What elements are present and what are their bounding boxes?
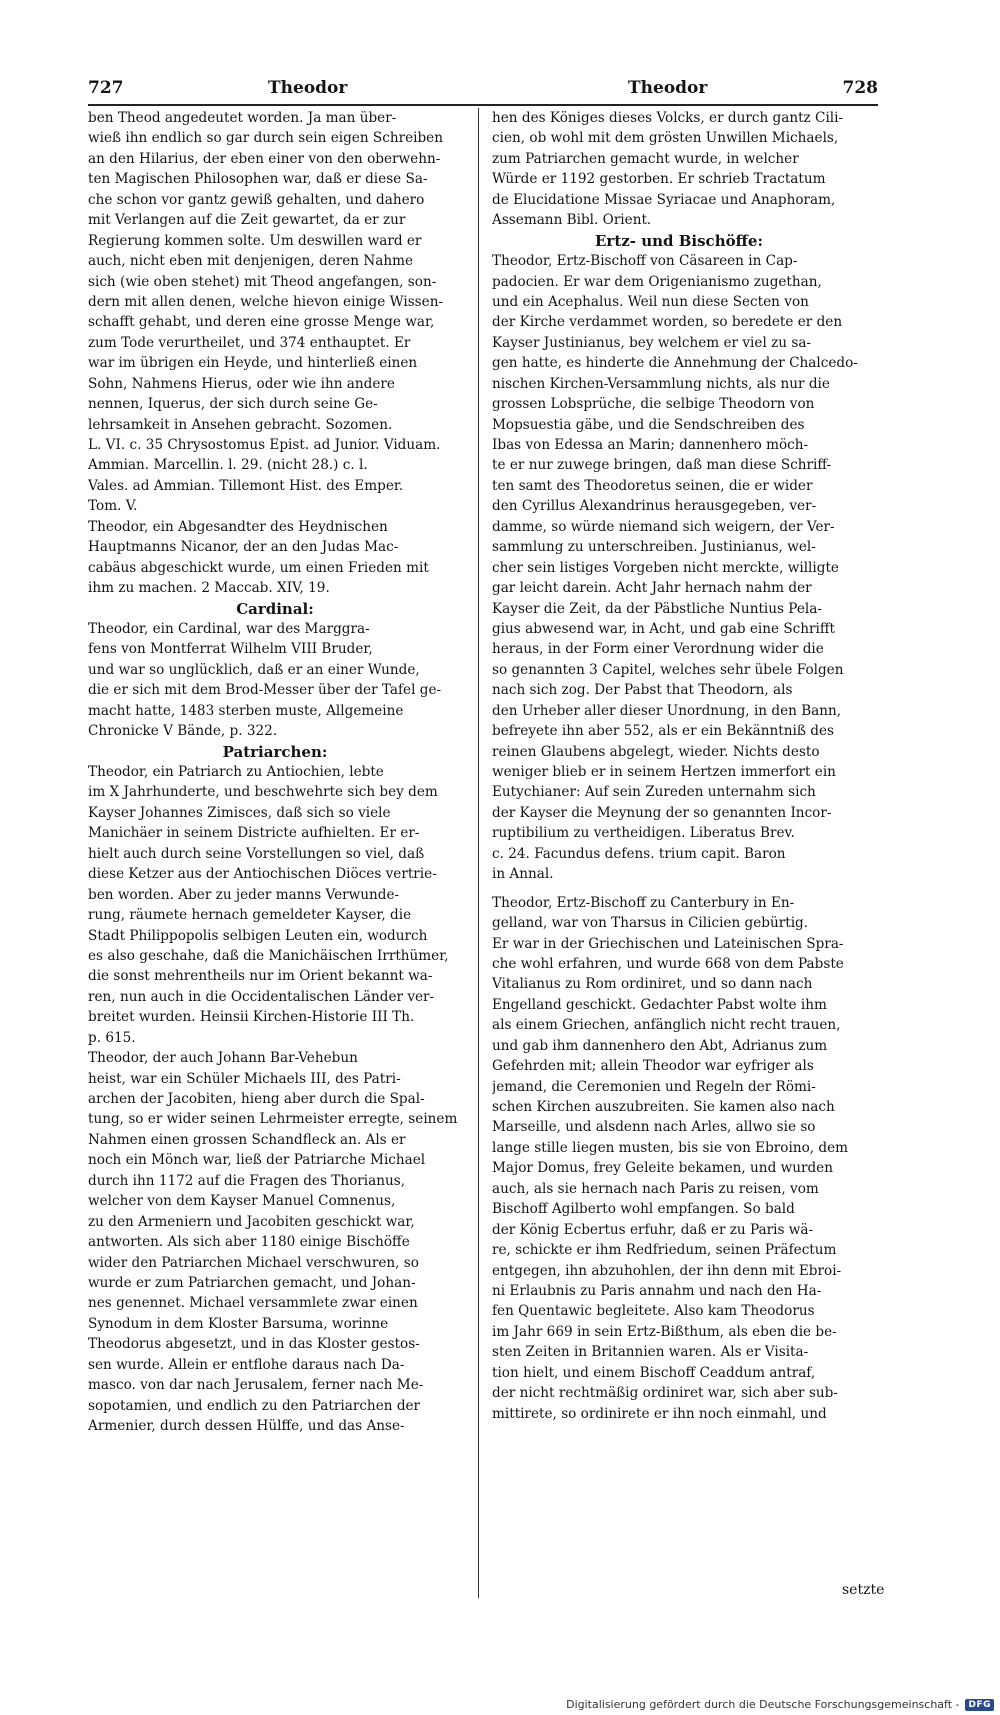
text-line: heist, war ein Schüler Michaels III, des Patri-: [88, 1070, 401, 1087]
text-line: sammlung zu unterschreiben. Justinianus, wel-: [492, 539, 816, 556]
text-line: c. 24. Facundus defens. trium capit. Baron: [492, 845, 786, 862]
text-line: antworten. Als sich aber 1180 einige Bischöffe: [88, 1234, 410, 1251]
text-line: wieß ihn endlich so gar durch sein eigen Schreiben: [88, 130, 443, 147]
text-line: Kayser Johannes Zimisces, daß sich so viele: [88, 804, 391, 821]
text-line: im Jahr 669 in sein Ertz-Bißthum, als eben die be-: [492, 1323, 837, 1340]
right-page-number: 728: [842, 78, 878, 98]
text-line: Synodum in dem Kloster Barsuma, worinne: [88, 1315, 389, 1332]
text-line: hielt auch durch seine Vorstellungen so viel, daß: [88, 845, 425, 862]
text-line: auch, als sie hernach nach Paris zu reisen, vom: [492, 1180, 819, 1197]
text-line: Ammian. Marcellin. l. 29. (nicht 28.) c. l.: [88, 457, 368, 474]
text-line: ben worden. Aber zu jeder manns Verwunde-: [88, 886, 400, 903]
text-line: Vitalianus zu Rom ordiniret, und so dann nach: [492, 976, 813, 993]
text-line: [492, 885, 866, 893]
text-line: ten Magischen Philosophen war, daß er diese Sa-: [88, 171, 428, 188]
footer: [566, 1698, 994, 1711]
text-line: cher sein listiges Vorgeben nicht merckte, willigte: [492, 559, 839, 576]
text-line: der nicht rechtmäßig ordiniret war, sich aber sub-: [492, 1385, 838, 1402]
text-line: masco. von dar nach Jerusalem, ferner nach Me-: [88, 1377, 424, 1394]
text-line: sen wurde. Allein er entflohe daraus nach Da-: [88, 1356, 405, 1373]
running-header: [88, 78, 878, 104]
section-heading: Patriarchen:: [222, 742, 328, 761]
text-line: Sohn, Nahmens Hierus, oder wie ihn andere: [88, 375, 395, 392]
text-line: Assemann Bibl. Orient.: [492, 212, 652, 229]
text-line: Hauptmanns Nicanor, der an den Judas Mac-: [88, 539, 399, 556]
text-line: Ibas von Edessa an Marin; dannenhero möch-: [492, 437, 809, 453]
text-line: auch, nicht eben mit denjenigen, deren Nahme: [88, 253, 414, 270]
text-line: an den Hilarius, der eben einer von den oberwehn-: [88, 150, 441, 167]
text-line: cien, ob wohl mit dem grösten Unwillen Michaels,: [492, 130, 839, 147]
text-line: rung, räumete hernach gemeldeter Kayser, die: [88, 907, 412, 924]
text-line: padocien. Er war dem Origenianismo zugethan,: [492, 273, 822, 290]
text-line: weniger blieb er in seinem Hertzen immerfort ein: [492, 764, 836, 780]
text-line: mit Verlangen auf die Zeit gewartet, da er zur: [88, 212, 406, 229]
text-line: Gefehrden mit; allein Theodor war eyfriger als: [492, 1058, 814, 1075]
text-line: nennen, Iquerus, der sich durch seine Ge-: [88, 396, 378, 413]
text-line: Engelland geschickt. Gedachter Pabst wolte ihm: [492, 996, 827, 1013]
text-line: Kayser Justinianus, bey welchem er viel zu sa-: [492, 334, 812, 351]
text-line: der Kayser die Meynung der so genannten Incor-: [492, 804, 832, 821]
text-line: befreyete ihn aber 552, als er ein Bekänntniß des: [492, 723, 834, 740]
text-line: nes genennet. Michael versammlete zwar einen: [88, 1295, 418, 1312]
catchword: setzte: [842, 1582, 885, 1598]
text-line: im X Jahrhunderte, und beschwehrte sich bey dem: [88, 784, 438, 801]
left-page-number: 727: [88, 78, 124, 98]
text-line: zu den Armeniern und Jacobiten geschickt war,: [88, 1213, 415, 1230]
text-line: zum Tode verurtheilet, und 374 enthauptet. Er: [88, 334, 411, 351]
section-heading: Cardinal:: [236, 599, 314, 618]
text-line: nischen Kirchen-Versammlung nichts, als nur die: [492, 375, 830, 392]
text-line: lange stille liegen musten, bis sie von Ebroino, dem: [492, 1139, 849, 1156]
text-line: hen des Königes dieses Volcks, er durch gantz Cili-: [492, 110, 844, 126]
text-line: Chronicke V Bände, p. 322.: [88, 723, 278, 740]
text-line: lehrsamkeit in Ansehen gebracht. Sozomen.: [88, 416, 393, 433]
text-line: te er nur zuwege bringen, daß man diese Schriff-: [492, 457, 832, 474]
text-line: sten Zeiten in Britannien waren. Als er Visita-: [492, 1344, 809, 1361]
text-line: war im übrigen ein Heyde, und hinterließ einen: [88, 355, 418, 372]
text-line: diese Ketzer aus der Antiochischen Diöces vertrie-: [88, 866, 437, 883]
text-line: ben Theod angedeutet worden. Ja man über-: [88, 110, 397, 126]
text-line: nach sich zog. Der Pabst that Theodorn, als: [492, 682, 793, 699]
text-line: Eutychianer: Auf sein Zureden unternahm sich: [492, 784, 816, 801]
text-line: wider den Patriarchen Michael verschwuren, so: [88, 1254, 419, 1271]
text-line: es also geschahe, daß die Manichäischen Irrthümer,: [88, 947, 449, 964]
header-rule: [88, 104, 878, 106]
text-line: Theodor, ein Cardinal, war des Marggra-: [88, 620, 370, 637]
text-line: gar leicht darein. Acht Jahr hernach nahm der: [492, 580, 812, 597]
text-line: in Annal.: [492, 866, 554, 883]
text-line: welcher von dem Kayser Manuel Comnenus,: [88, 1193, 396, 1210]
text-line: cabäus abgeschickt wurde, um einen Frieden mit: [88, 559, 429, 576]
text-line: Regierung kommen solte. Um deswillen ward er: [88, 232, 422, 249]
text-line: Theodor, der auch Johann Bar-Vehebun: [88, 1050, 358, 1067]
text-line: und gab ihm dannenhero den Abt, Adrianus zum: [492, 1037, 828, 1054]
text-line: gelland, war von Tharsus in Cilicien gebürtig.: [492, 915, 809, 932]
text-line: durch ihn 1172 auf die Fragen des Thorianus,: [88, 1172, 406, 1189]
text-line: ruptibilium zu vertheidigen. Liberatus Brev.: [492, 825, 795, 842]
text-line: gius abwesend war, in Acht, und gab eine Schrifft: [492, 620, 836, 637]
text-line: zum Patriarchen gemacht wurde, in welcher: [492, 150, 799, 167]
section-heading: Ertz- und Bischöffe:: [594, 231, 763, 250]
left-column: [88, 108, 462, 1608]
text-line: wurde er zum Patriarchen gemacht, und Johan-: [88, 1274, 416, 1291]
text-line: Mopsuestia gäbe, und die Sendschreiben des: [492, 416, 805, 433]
text-line: schafft gehabt, und deren eine grosse Menge war,: [88, 314, 435, 331]
footer-text: Digitalisierung gefördert durch die Deutsche Forschungsgemeinschaft -: [566, 1698, 960, 1711]
text-line: fens von Montferrat Wilhelm VIII Bruder,: [88, 641, 373, 658]
text-line: Theodor, Ertz-Bischoff zu Canterbury in En-: [492, 894, 795, 911]
text-line: ren, nun auch in die Occidentalischen Länder ver-: [88, 988, 435, 1005]
text-line: mittirete, so ordinirete er ihn noch einmahl, und: [492, 1405, 827, 1422]
text-line: grossen Lobsprüche, die selbige Theodorn von: [492, 396, 815, 413]
text-line: entgegen, ihn abzuhohlen, der ihn denn mit Ebroi-: [492, 1262, 842, 1279]
text-line: jemand, die Ceremonien und Regeln der Römi-: [492, 1078, 816, 1095]
text-line: breitet wurden. Heinsii Kirchen-Historie III Th.: [88, 1009, 415, 1026]
text-line: ihm zu machen. 2 Maccab. XIV, 19.: [88, 580, 330, 597]
text-line: Theodor, Ertz-Bischoff von Cäsareen in Cap-: [492, 253, 798, 270]
text-line: fen Quentawic begleitete. Also kam Theodorus: [492, 1303, 815, 1320]
text-line: die er sich mit dem Brod-Messer über der Tafel ge-: [88, 682, 442, 699]
text-line: dern mit allen denen, welche hievon einige Wissen-: [88, 293, 444, 310]
text-line: der König Ecbertus erfuhr, daß er zu Paris wä-: [492, 1221, 814, 1238]
text-line: Er war in der Griechischen und Lateinischen Spra-: [492, 935, 844, 952]
text-line: so genannten 3 Capitel, welches sehr übele Folgen: [492, 661, 844, 678]
text-line: Armenier, durch dessen Hülffe, und das Anse-: [88, 1418, 405, 1434]
text-line: L. VI. c. 35 Chrysostomus Epist. ad Junior. Viduam.: [88, 437, 441, 453]
text-line: tion hielt, und einem Bischoff Ceaddum antraf,: [492, 1364, 816, 1381]
text-line: che schon vor gantz gewiß gehalten, und dahero: [88, 191, 425, 208]
text-line: Marseille, und alsdenn nach Arles, allwo sie so: [492, 1119, 816, 1136]
text-line: den Urheber aller dieser Unordnung, in den Bann,: [492, 702, 842, 719]
text-line: die sonst mehrentheils nur im Orient bekannt wa-: [88, 968, 433, 985]
text-line: sopotamien, und endlich zu den Patriarchen der: [88, 1397, 421, 1414]
text-line: der Kirche verdammet worden, so beredete er den: [492, 314, 843, 331]
text-line: che wohl erfahren, und wurde 668 von dem Pabste: [492, 955, 844, 972]
text-line: re, schickte er ihm Redfriedum, seinen Präfectum: [492, 1242, 837, 1259]
dfg-logo: DFG: [965, 1699, 994, 1711]
text-line: Manichäer in seinem Districte aufhielten. Er er-: [88, 825, 420, 842]
text-line: gen hatte, es hinderte die Annehmung der Chalcedo-: [492, 355, 858, 372]
text-line: und war so unglücklich, daß er an einer Wunde,: [88, 661, 420, 678]
text-line: macht hatte, 1483 sterben muste, Allgemeine: [88, 702, 404, 719]
text-line: Theodorus abgesetzt, und in das Kloster gestos-: [88, 1336, 420, 1353]
text-line: und ein Acephalus. Weil nun diese Secten von: [492, 293, 809, 310]
text-line: Kayser die Zeit, da der Päbstliche Nuntius Pela-: [492, 600, 822, 617]
text-line: Vales. ad Ammian. Tillemont Hist. des Emper.: [88, 477, 404, 494]
text-line: ten samt des Theodoretus seinen, die er wider: [492, 477, 813, 494]
left-running-title: Theodor: [268, 78, 348, 98]
text-line: tung, so er wider seinen Lehrmeister erregte, seinem: [88, 1111, 458, 1128]
right-running-title: Theodor: [628, 78, 708, 98]
text-line: Tom. V.: [88, 498, 138, 515]
text-line: noch ein Mönch war, ließ der Patriarche Michael: [88, 1152, 426, 1169]
text-line: Theodor, ein Abgesandter des Heydnischen: [88, 518, 388, 535]
text-line: sich (wie oben stehet) mit Theod angefangen, son-: [88, 273, 437, 290]
right-column: [492, 108, 866, 1608]
text-line: de Elucidatione Missae Syriacae und Anaphoram,: [492, 191, 836, 208]
text-line: reinen Glaubens abgelegt, wieder. Nichts desto: [492, 743, 820, 760]
text-line: Würde er 1192 gestorben. Er schrieb Tractatum: [492, 171, 826, 188]
text-line: Stadt Philippopolis selbigen Leuten ein, wodurch: [88, 927, 428, 944]
text-line: ni Erlaubnis zu Paris annahm und nach den Ha-: [492, 1282, 822, 1299]
text-line: heraus, in der Form einer Verordnung wider die: [492, 641, 824, 658]
text-line: als einem Griechen, anfänglich nicht recht trauen,: [492, 1017, 841, 1034]
text-line: Bischoff Agilberto wohl empfangen. So bald: [492, 1201, 795, 1218]
text-line: p. 615.: [88, 1029, 136, 1046]
column-divider: [478, 108, 479, 1598]
text-line: schen Kirchen auszubreiten. Sie kamen also nach: [492, 1099, 835, 1115]
text-line: den Cyrillus Alexandrinus herausgegeben, ver-: [492, 498, 817, 515]
text-line: archen der Jacobiten, hieng aber durch die Spal-: [88, 1091, 425, 1107]
text-line: Major Domus, frey Geleite bekamen, und wurden: [492, 1160, 833, 1177]
text-line: damme, so würde niemand sich weigern, der Ver-: [492, 518, 835, 535]
text-line: Nahmen einen grossen Schandfleck an. Als er: [88, 1131, 406, 1148]
text-line: Theodor, ein Patriarch zu Antiochien, lebte: [88, 764, 384, 780]
